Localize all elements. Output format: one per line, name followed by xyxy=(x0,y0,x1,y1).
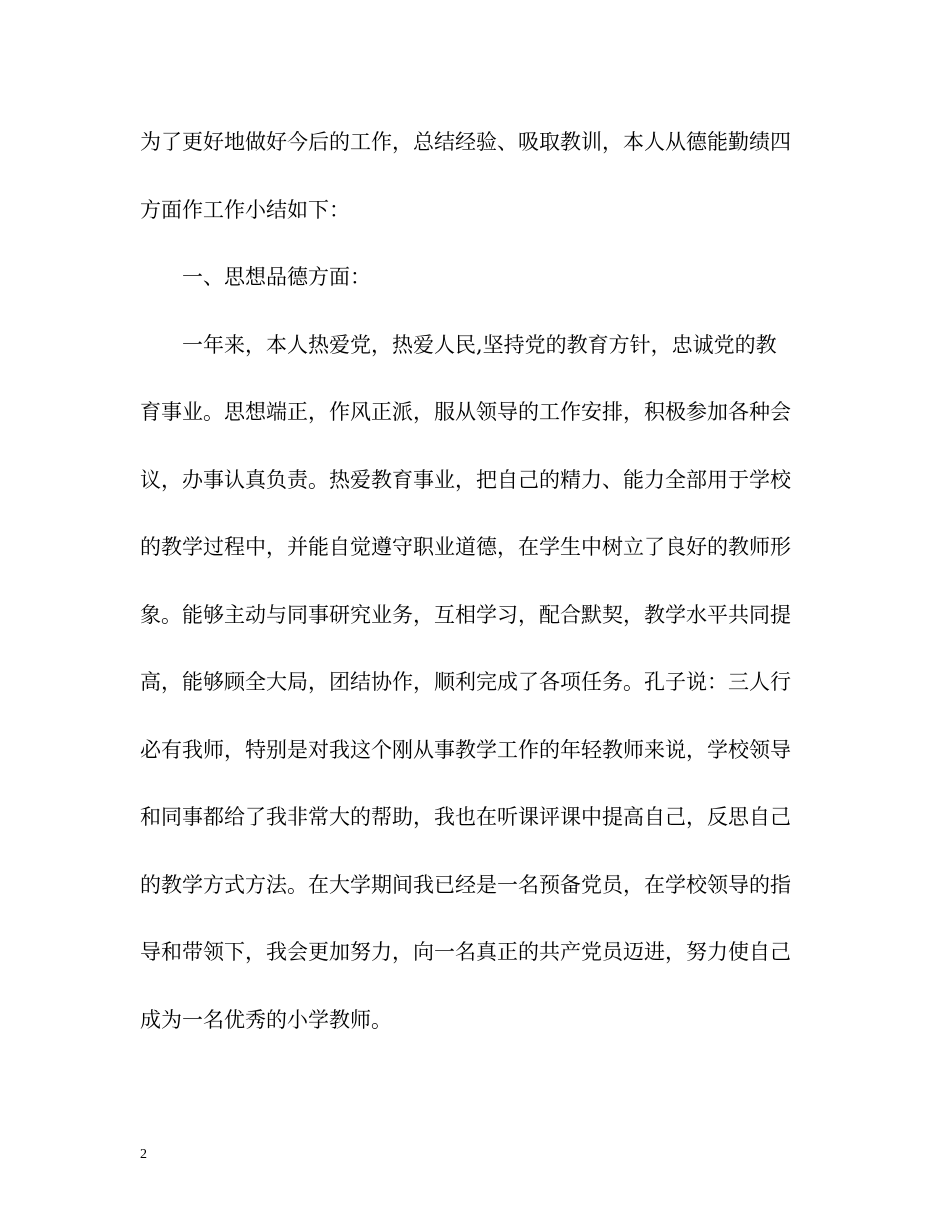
text-line: 的教学过程中，并能自觉遵守职业道德，在学生中树立了良好的教师形 xyxy=(140,535,791,559)
document-body xyxy=(140,116,810,1061)
text-line: 导和带领下，我会更加努力，向一名真正的共产党员迈进，努力使自己 xyxy=(140,940,791,964)
text-line: 一年来，本人热爱党，热爱人民,坚持党的教育方针，忠诚党的教 xyxy=(182,332,777,357)
text-line: 必有我师，特别是对我这个刚从事教学工作的年轻教师来说，学校领导 xyxy=(140,737,791,762)
section-heading: 一、思想品德方面： xyxy=(182,265,371,289)
page-number: 2 xyxy=(140,1147,147,1162)
text-line: 方面作工作小结如下： xyxy=(140,197,350,222)
text-line: 为了更好地做好今后的工作，总结经验、吸取教训，本人从德能勤绩四 xyxy=(140,130,791,154)
text-line: 育事业。思想端正，作风正派，服从领导的工作安排，积极参加各种会 xyxy=(140,400,791,424)
text-line: 和同事都给了我非常大的帮助，我也在听课评课中提高自己，反思自己 xyxy=(140,805,791,829)
text-line: 成为一名优秀的小学教师。 xyxy=(140,1007,392,1032)
text-line: 的教学方式方法。在大学期间我已经是一名预备党员，在学校领导的指 xyxy=(140,872,791,897)
text-line: 象。能够主动与同事研究业务，互相学习，配合默契，教学水平共同提 xyxy=(140,602,791,627)
text-line: 高，能够顾全大局，团结协作，顺利完成了各项任务。孔子说：三人行 xyxy=(140,670,791,694)
text-line: 议，办事认真负责。热爱教育事业，把自己的精力、能力全部用于学校 xyxy=(140,467,791,492)
